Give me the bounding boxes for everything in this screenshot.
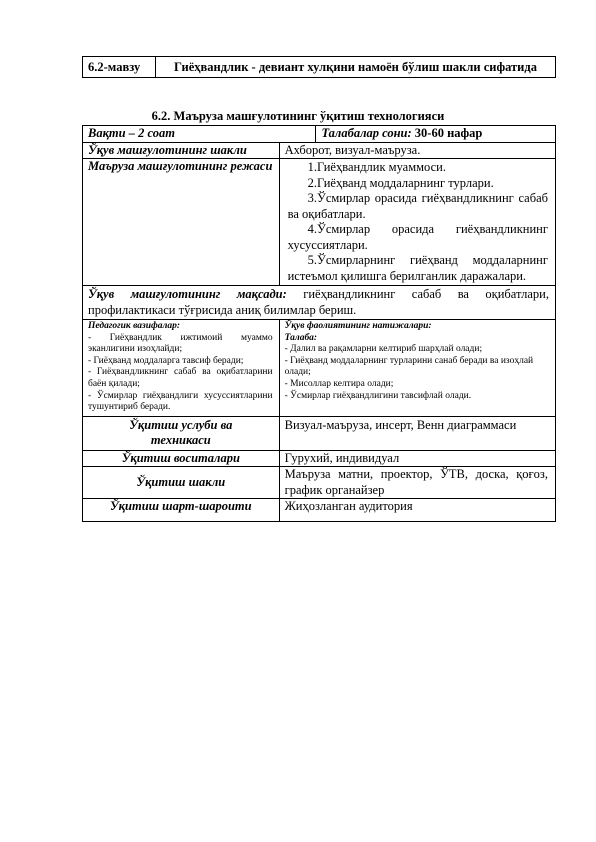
results-cell: [279, 320, 555, 417]
results-sublabel: Талаба:: [284, 332, 318, 343]
means-label: Ўқитиш воситалари: [83, 450, 280, 467]
methods-row: [83, 416, 556, 450]
pedagogical-label: Педагогик вазифалар:: [88, 321, 181, 331]
pedagogical-item: - Гиёҳвандлик ижтимоий муаммо эканлигини изоҳлайди;: [88, 332, 273, 355]
teaching-form-value: Маъруза матни, проектор, ЎТВ, доска, қоғоз, график органайзер: [279, 467, 555, 499]
plan-row: [83, 159, 556, 286]
form-value: Ахборот, визуал-маъруза.: [279, 142, 555, 159]
pedagogical-item: - Ўсмирлар гиёҳвандлиги хусуссиятларини тушунтириб беради.: [88, 390, 273, 413]
methods-value: Визуал-маъруза, инсерт, Венн диаграммаси: [279, 416, 555, 450]
plan-list: [279, 159, 555, 286]
results-item: - Ўсмирлар гиёҳвандлигини тавсифлай олади.: [284, 390, 472, 401]
plan-item: 2.Гиёҳванд моддаларнинг турлари.: [307, 175, 494, 190]
results-label: Ўқув фаолиятининг натижалари:: [284, 321, 432, 331]
goal-text: гиёҳвандликнинг сабаб ва оқибатлари, профилактикаси тўғрисида аниқ билимлар бериш.: [88, 287, 549, 317]
results-item: - Гиёҳванд моддаларнинг турларини санаб беради ва изоҳлай олади;: [284, 355, 534, 378]
goal-row: [83, 286, 556, 320]
lesson-technology-table: [82, 125, 556, 522]
time-label: Вақти –: [88, 126, 135, 140]
goal-label: Ўқув машғулотининг мақсади:: [88, 287, 287, 301]
results-item: - Мисоллар келтира олади;: [284, 378, 394, 389]
topic-table: [82, 56, 556, 78]
results-item: - Далил ва рақамларни келтириб шарҳлай олади;: [284, 344, 483, 355]
teaching-form-label: Ўқитиш шакли: [83, 467, 280, 499]
form-label: Ўқув машғулотининг шакли: [83, 142, 280, 159]
means-row: [83, 450, 556, 467]
conditions-value: Жиҳозланган аудитория: [279, 499, 555, 522]
topic-number: 6.2-мавзу: [83, 57, 156, 78]
plan-label: Маъруза машғулотининг режаси: [83, 159, 280, 286]
methods-label: Ўқитиш услуби ва техникаси: [83, 416, 280, 450]
plan-item: 3.Ўсмирлар орасида гиёҳвандликнинг сабаб ва оқибатлари.: [287, 191, 548, 221]
pedagogical-item: - Гиёҳванд моддаларга тавсиф беради;: [88, 355, 244, 366]
topic-title: Гиёҳвандлик - девиант хулқини намоён бўлиш шакли сифатида: [156, 57, 556, 78]
pedagogical-item: - Гиёҳвандликнинг сабаб ва оқибатларини баён қилади;: [88, 367, 273, 389]
goal-cell: [83, 286, 556, 320]
plan-item: 5.Ўсмирларнинг гиёҳванд моддаларнинг истеъмол қилишга берилганлик даражалари.: [287, 253, 548, 283]
form-row: [83, 142, 556, 159]
section-heading: 6.2. Маъруза машғулотининг ўқитиш технологияси: [151, 109, 445, 123]
time-value: 2 соат: [138, 126, 175, 140]
time-row: [83, 126, 556, 143]
means-value: Гурухий, индивидуал: [279, 450, 555, 467]
students-label: Талабалар сони:: [321, 126, 412, 140]
plan-item: 4.Ўсмирлар орасида гиёҳвандликнинг хусуссиятлари.: [287, 222, 548, 252]
students-value: 30-60 нафар: [414, 126, 483, 140]
teaching-form-row: [83, 467, 556, 499]
plan-item: 1.Гиёҳвандлик муаммоси.: [307, 160, 446, 174]
conditions-label: Ўқитиш шарт-шароити: [83, 499, 280, 522]
tasks-row: [83, 320, 556, 417]
conditions-row: [83, 499, 556, 522]
pedagogical-cell: [83, 320, 280, 417]
